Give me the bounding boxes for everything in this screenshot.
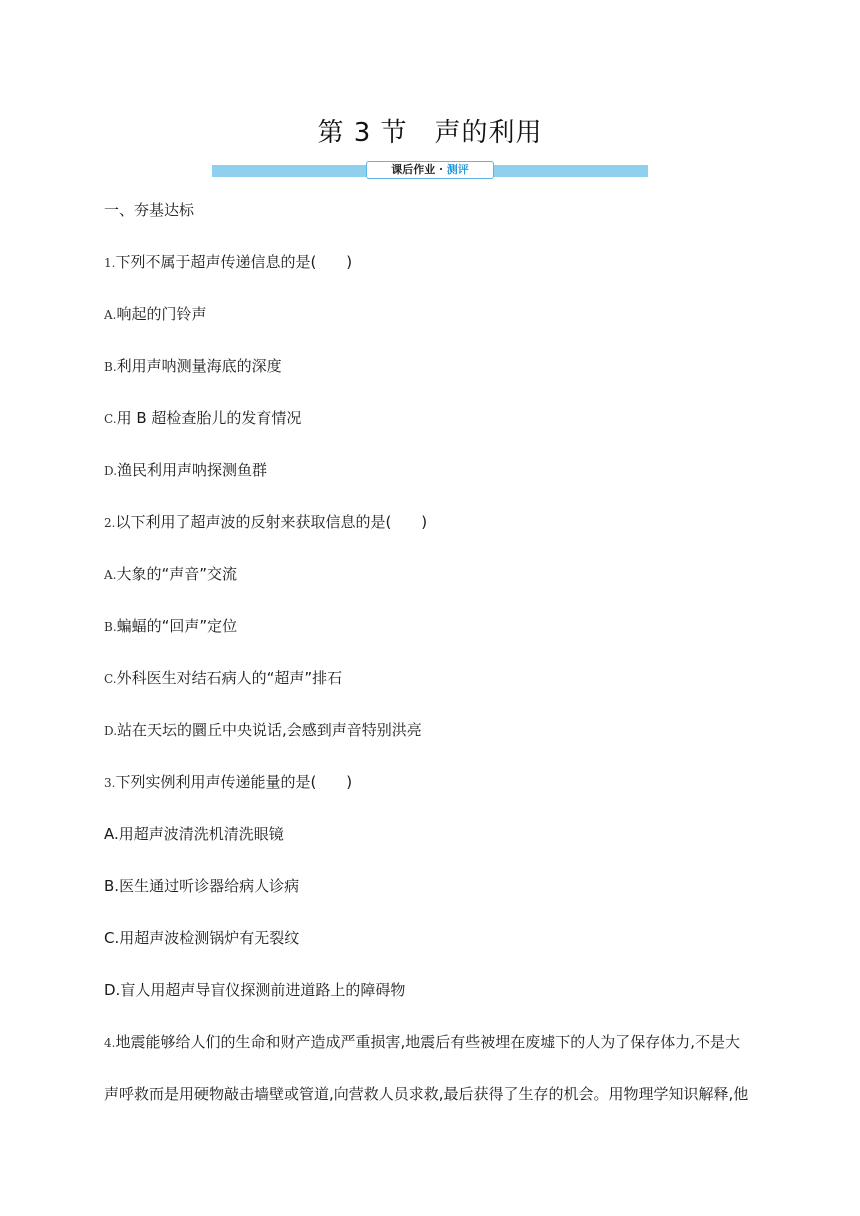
question-1-option-d	[104, 460, 267, 481]
option-text: 蝙蝠的“回声”定位	[116, 617, 238, 635]
question-4-line-2: 声呼救而是用硬物敲击墙壁或管道,向营救人员求救,最后获得了生存的机会。用物理学知识解释,他	[104, 1085, 749, 1103]
page-title: 第 3 节 声的利用	[317, 118, 543, 148]
question-1-stem	[104, 252, 352, 273]
option-letter: A.	[104, 568, 117, 582]
option-letter: C.	[104, 929, 120, 947]
option-letter: B.	[104, 877, 120, 895]
option-text: 医生通过听诊器给病人诊病	[119, 877, 300, 895]
question-1-option-b	[104, 356, 282, 377]
section-heading: 一、夯基达标	[104, 201, 195, 219]
option-letter: D.	[104, 464, 118, 478]
question-1-number: 1.	[104, 256, 116, 270]
option-text: 盲人用超声导盲仪探测前进道路上的障碍物	[120, 981, 406, 999]
question-2-option-b	[104, 616, 237, 637]
question-3-number: 3.	[104, 776, 116, 790]
option-text: 大象的“声音”交流	[116, 565, 238, 583]
question-4-text-1: 地震能够给人们的生命和财产造成严重损害,地震后有些被埋在废墟下的人为了保存体力,不是大	[115, 1033, 740, 1051]
option-letter: B.	[104, 620, 117, 634]
option-text: 用 B 超检查胎儿的发育情况	[116, 409, 302, 427]
question-3-stem	[104, 772, 352, 793]
banner-label-assessment: 测评	[446, 163, 469, 176]
question-3-option-c	[104, 928, 299, 948]
question-4-line-1	[104, 1032, 740, 1053]
question-3-option-a	[104, 824, 284, 844]
option-text: 外科医生对结石病人的“超声”排石	[116, 669, 343, 687]
question-3-text: 下列实例利用声传递能量的是( )	[115, 773, 353, 791]
question-3-option-b	[104, 876, 299, 896]
option-text: 用超声波检测锅炉有无裂纹	[119, 929, 300, 947]
option-text: 用超声波清洗机清洗眼镜	[118, 825, 284, 843]
banner-label-homework: 课后作业 ·	[391, 163, 447, 176]
question-2-option-d	[104, 720, 422, 741]
question-2-number: 2.	[104, 516, 116, 530]
question-2-option-a	[104, 564, 237, 585]
option-text: 利用声呐测量海底的深度	[116, 357, 282, 375]
option-letter: C.	[104, 412, 117, 426]
option-text: 渔民利用声呐探测鱼群	[117, 461, 268, 479]
question-3-option-d	[104, 980, 405, 1000]
option-letter: A.	[104, 308, 117, 322]
question-2-option-c	[104, 668, 342, 689]
question-1-option-c	[104, 408, 301, 429]
option-letter: C.	[104, 672, 117, 686]
option-letter: B.	[104, 360, 117, 374]
question-1-text: 下列不属于超声传递信息的是( )	[115, 253, 353, 271]
question-1-option-a	[104, 304, 207, 325]
question-2-text: 以下利用了超声波的反射来获取信息的是( )	[115, 513, 428, 531]
option-letter: A.	[104, 825, 119, 843]
option-letter: D.	[104, 981, 121, 999]
option-letter: D.	[104, 724, 118, 738]
section-banner	[212, 165, 648, 177]
option-text: 响起的门铃声	[116, 305, 207, 323]
banner-label	[366, 161, 494, 179]
question-2-stem	[104, 512, 427, 533]
option-text: 站在天坛的圜丘中央说话,会感到声音特别洪亮	[117, 721, 422, 739]
question-4-number: 4.	[104, 1036, 116, 1050]
